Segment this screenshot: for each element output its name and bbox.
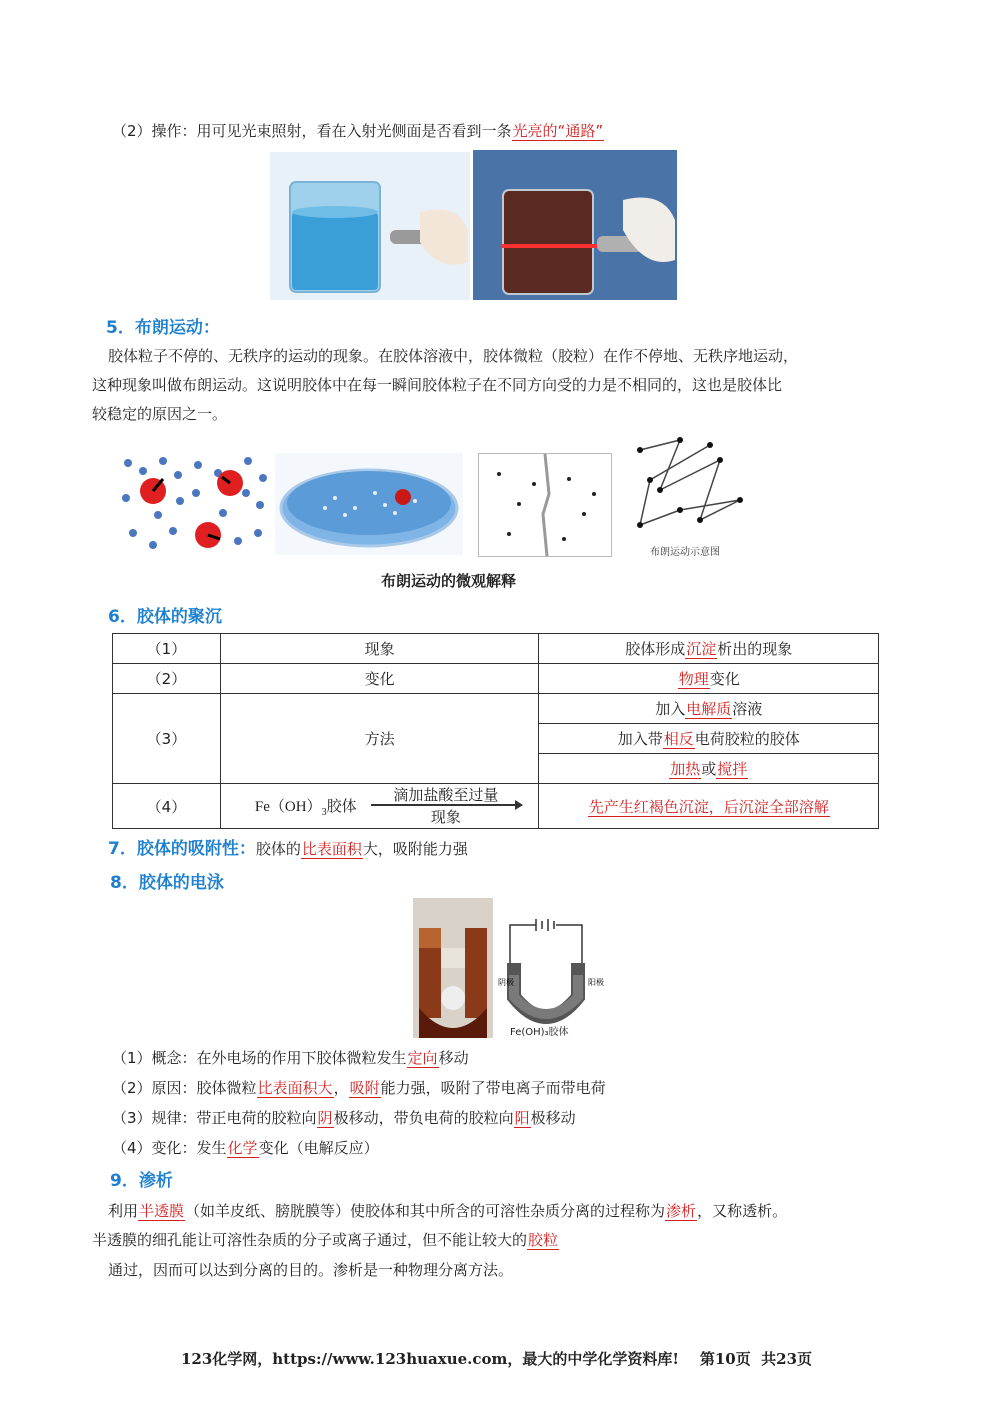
paragraph-line: 较稳定的原因之一。 [92,405,228,423]
diagram-label: Fe(OH)₃胶体 [510,1027,569,1038]
section-heading-electrophoresis: 8．胶体的电泳 [110,873,224,893]
dialysis-line-1: 利用半透膜（如羊皮纸、膀胱膜等）使胶体和其中所含的可溶性杂质分离的过程称为渗析，又称透析。 [108,1202,788,1220]
brownian-dots-image [478,453,612,557]
tyndall-image-left [270,152,470,300]
section-heading-dialysis: 9．渗析 [110,1171,173,1191]
formula: $Fe(OH)_3$胶体 [254,799,357,818]
arrow-label-top: 滴加盐酸至过量 [393,786,499,804]
coagulation-table [112,633,879,829]
table-row: 加热或搅拌 [113,754,879,784]
electrophoresis-line-4: （4）变化：发生化学变化（电解反应） [112,1139,379,1157]
adsorption-line: 7．胶体的吸附性：胶体的比表面积大，吸附能力强 [108,839,468,859]
electrophoresis-line-3: （3）规律：带正电荷的胶粒向阴极移动，带负电荷的胶粒向阳极移动 [112,1109,576,1127]
anode-label: 阳极 [588,978,604,987]
table-row: 加入带相反电荷胶粒的胶体 [113,724,879,754]
dialysis-line-2: 半透膜的细孔能让可溶性杂质的分子或离子通过，但不能让较大的胶粒 [92,1231,559,1249]
brownian-path-image [620,430,750,558]
brownian-particles-image [118,453,270,555]
paragraph-line: 胶体粒子不停的、无秩序的运动的现象。在胶体溶液中，胶体微粒（胶粒）在作不停地、无秩序地运动， [108,347,799,365]
table-row: （3） 方法 加入电解质溶液 [113,694,879,724]
operation-line: （2）操作：用可见光束照射，看在入射光侧面是否看到一条光亮的“通路” [112,122,604,140]
table-row: （1） 现象 胶体形成沉淀析出的现象 [113,634,879,664]
electrophoresis-diagram [496,905,604,1039]
section-heading-brownian: 5．布朗运动： [106,318,220,338]
dialysis-line-3: 通过，因而可以达到分离的目的。渗析是一种物理分离方法。 [108,1261,514,1279]
section-heading-coagulation: 6．胶体的聚沉 [108,607,222,627]
electrophoresis-line-1: （1）概念：在外电场的作用下胶体微粒发生定向移动 [112,1049,469,1067]
figure-caption: 布朗运动的微观解释 [381,572,517,590]
electrophoresis-line-2: （2）原因：胶体微粒比表面积大，吸附能力强，吸附了带电离子而带电荷 [112,1079,606,1097]
arrow-label-bottom: 现象 [430,808,461,826]
electrophoresis-photo [413,898,493,1038]
paragraph-line: 这种现象叫做布朗运动。这说明胶体中在每一瞬间胶体粒子在不同方向受的力是不相同的，这也是胶体比 [92,376,783,394]
table-row: （4） $Fe(OH)_3$胶体 滴加盐酸至过量 现象 先产生红褐色沉淀，后沉淀全部溶解 [113,784,879,829]
brownian-dish-image [275,453,463,555]
cathode-label: 阴极 [498,978,514,987]
brownian-path-label: 布朗运动示意图 [650,547,720,558]
answer-blank: 光亮的“通路” [512,122,604,140]
section-heading-adsorption: 7．胶体的吸附性： [108,839,256,859]
page-footer: 123化学网，https://www.123huaxue.com，最大的中学化学资料库! 第10页 共23页 [180,1350,813,1368]
table-row: （2） 变化 物理变化 [113,664,879,694]
tyndall-image-right [473,150,677,300]
